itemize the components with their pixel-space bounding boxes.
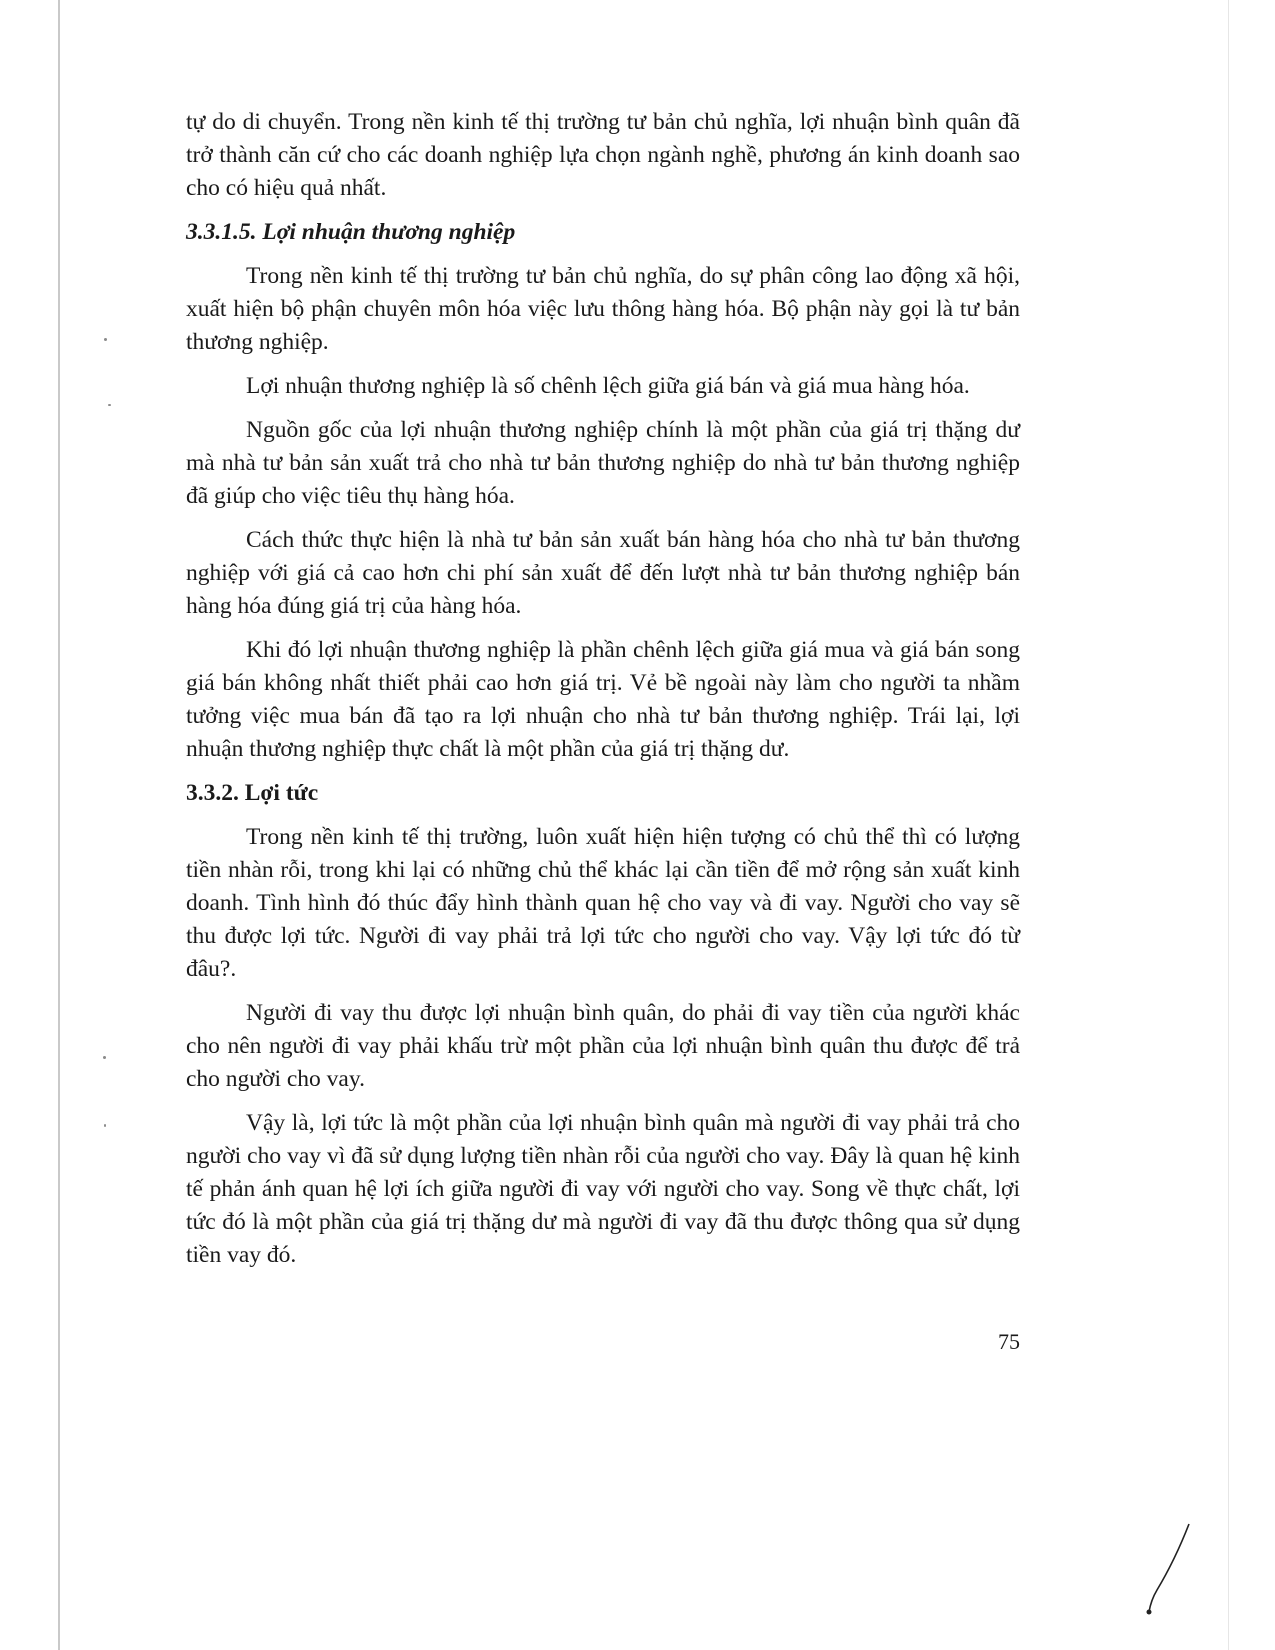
scan-speck (103, 1056, 106, 1059)
paragraph: Cách thức thực hiện là nhà tư bản sản xuất bán hàng hóa cho nhà tư bản thương nghiệp với giá cả cao hơn chi phí sản xuất để đến lượt nhà tư bản thương nghiệp bán hàng hóa đúng giá trị của hàng hóa. (186, 527, 1020, 619)
scan-edge-left (58, 0, 60, 1650)
scan-edge-right (1228, 0, 1229, 1650)
paragraph: Trong nền kinh tế thị trường tư bản chủ nghĩa, do sự phân công lao động xã hội, xuất hiện bộ phận chuyên môn hóa việc lưu thông hàng hóa. Bộ phận này gọi là tư bản thương nghiệp. (186, 263, 1020, 355)
pen-stroke-mark (1145, 1520, 1195, 1620)
section-heading-interest: 3.3.2. Lợi tức (186, 780, 319, 806)
scan-speck (104, 1124, 106, 1127)
paragraph: Lợi nhuận thương nghiệp là số chênh lệch giữa giá bán và giá mua hàng hóa. (246, 373, 970, 399)
scan-speck (104, 338, 107, 341)
page-number: 75 (998, 1329, 1020, 1354)
intro-paragraph: tự do di chuyển. Trong nền kinh tế thị trường tư bản chủ nghĩa, lợi nhuận bình quân đã trở thành căn cứ cho các doanh nghiệp lựa chọn ngành nghề, phương án kinh doanh sao cho có hiệu quả nhất. (186, 109, 1020, 201)
paragraph: Trong nền kinh tế thị trường, luôn xuất hiện hiện tượng có chủ thể thì có lượng tiền nhàn rỗi, trong khi lại có những chủ thể khác lại cần tiền để mở rộng sản xuất kinh doanh. Tình hình đó thúc đẩy hình thành quan hệ cho vay và đi vay. Người cho vay sẽ thu được lợi tức. Người đi vay phải trả lợi tức cho người cho vay. Vậy lợi tức đó từ đâu?. (186, 824, 1020, 982)
paragraph: Nguồn gốc của lợi nhuận thương nghiệp chính là một phần của giá trị thặng dư mà nhà tư bản sản xuất trả cho nhà tư bản thương nghiệp do nhà tư bản thương nghiệp đã giúp cho việc tiêu thụ hàng hóa. (186, 417, 1020, 509)
paragraph: Vậy là, lợi tức là một phần của lợi nhuận bình quân mà người đi vay phải trả cho người cho vay vì đã sử dụng lượng tiền nhàn rỗi của người cho vay. Đây là quan hệ kinh tế phản ánh quan hệ lợi ích giữa người đi vay với người cho vay. Song về thực chất, lợi tức đó là một phần của giá trị thặng dư mà người đi vay đã thu được thông qua sử dụng tiền vay đó. (186, 1110, 1020, 1268)
scan-speck (108, 404, 111, 406)
page-body (186, 106, 1020, 1283)
paragraph: Khi đó lợi nhuận thương nghiệp là phần chênh lệch giữa giá mua và giá bán song giá bán không nhất thiết phải cao hơn giá trị. Vẻ bề ngoài này làm cho người ta nhầm tưởng việc mua bán đã tạo ra lợi nhuận cho nhà tư bản thương nghiệp. Trái lại, lợi nhuận thương nghiệp thực chất là một phần của giá trị thặng dư. (186, 637, 1020, 762)
paragraph: Người đi vay thu được lợi nhuận bình quân, do phải đi vay tiền của người khác cho nên người đi vay phải khấu trừ một phần của lợi nhuận bình quân thu được để trả cho người cho vay. (186, 1000, 1020, 1092)
section-heading-commercial-profit: 3.3.1.5. Lợi nhuận thương nghiệp (186, 219, 516, 245)
